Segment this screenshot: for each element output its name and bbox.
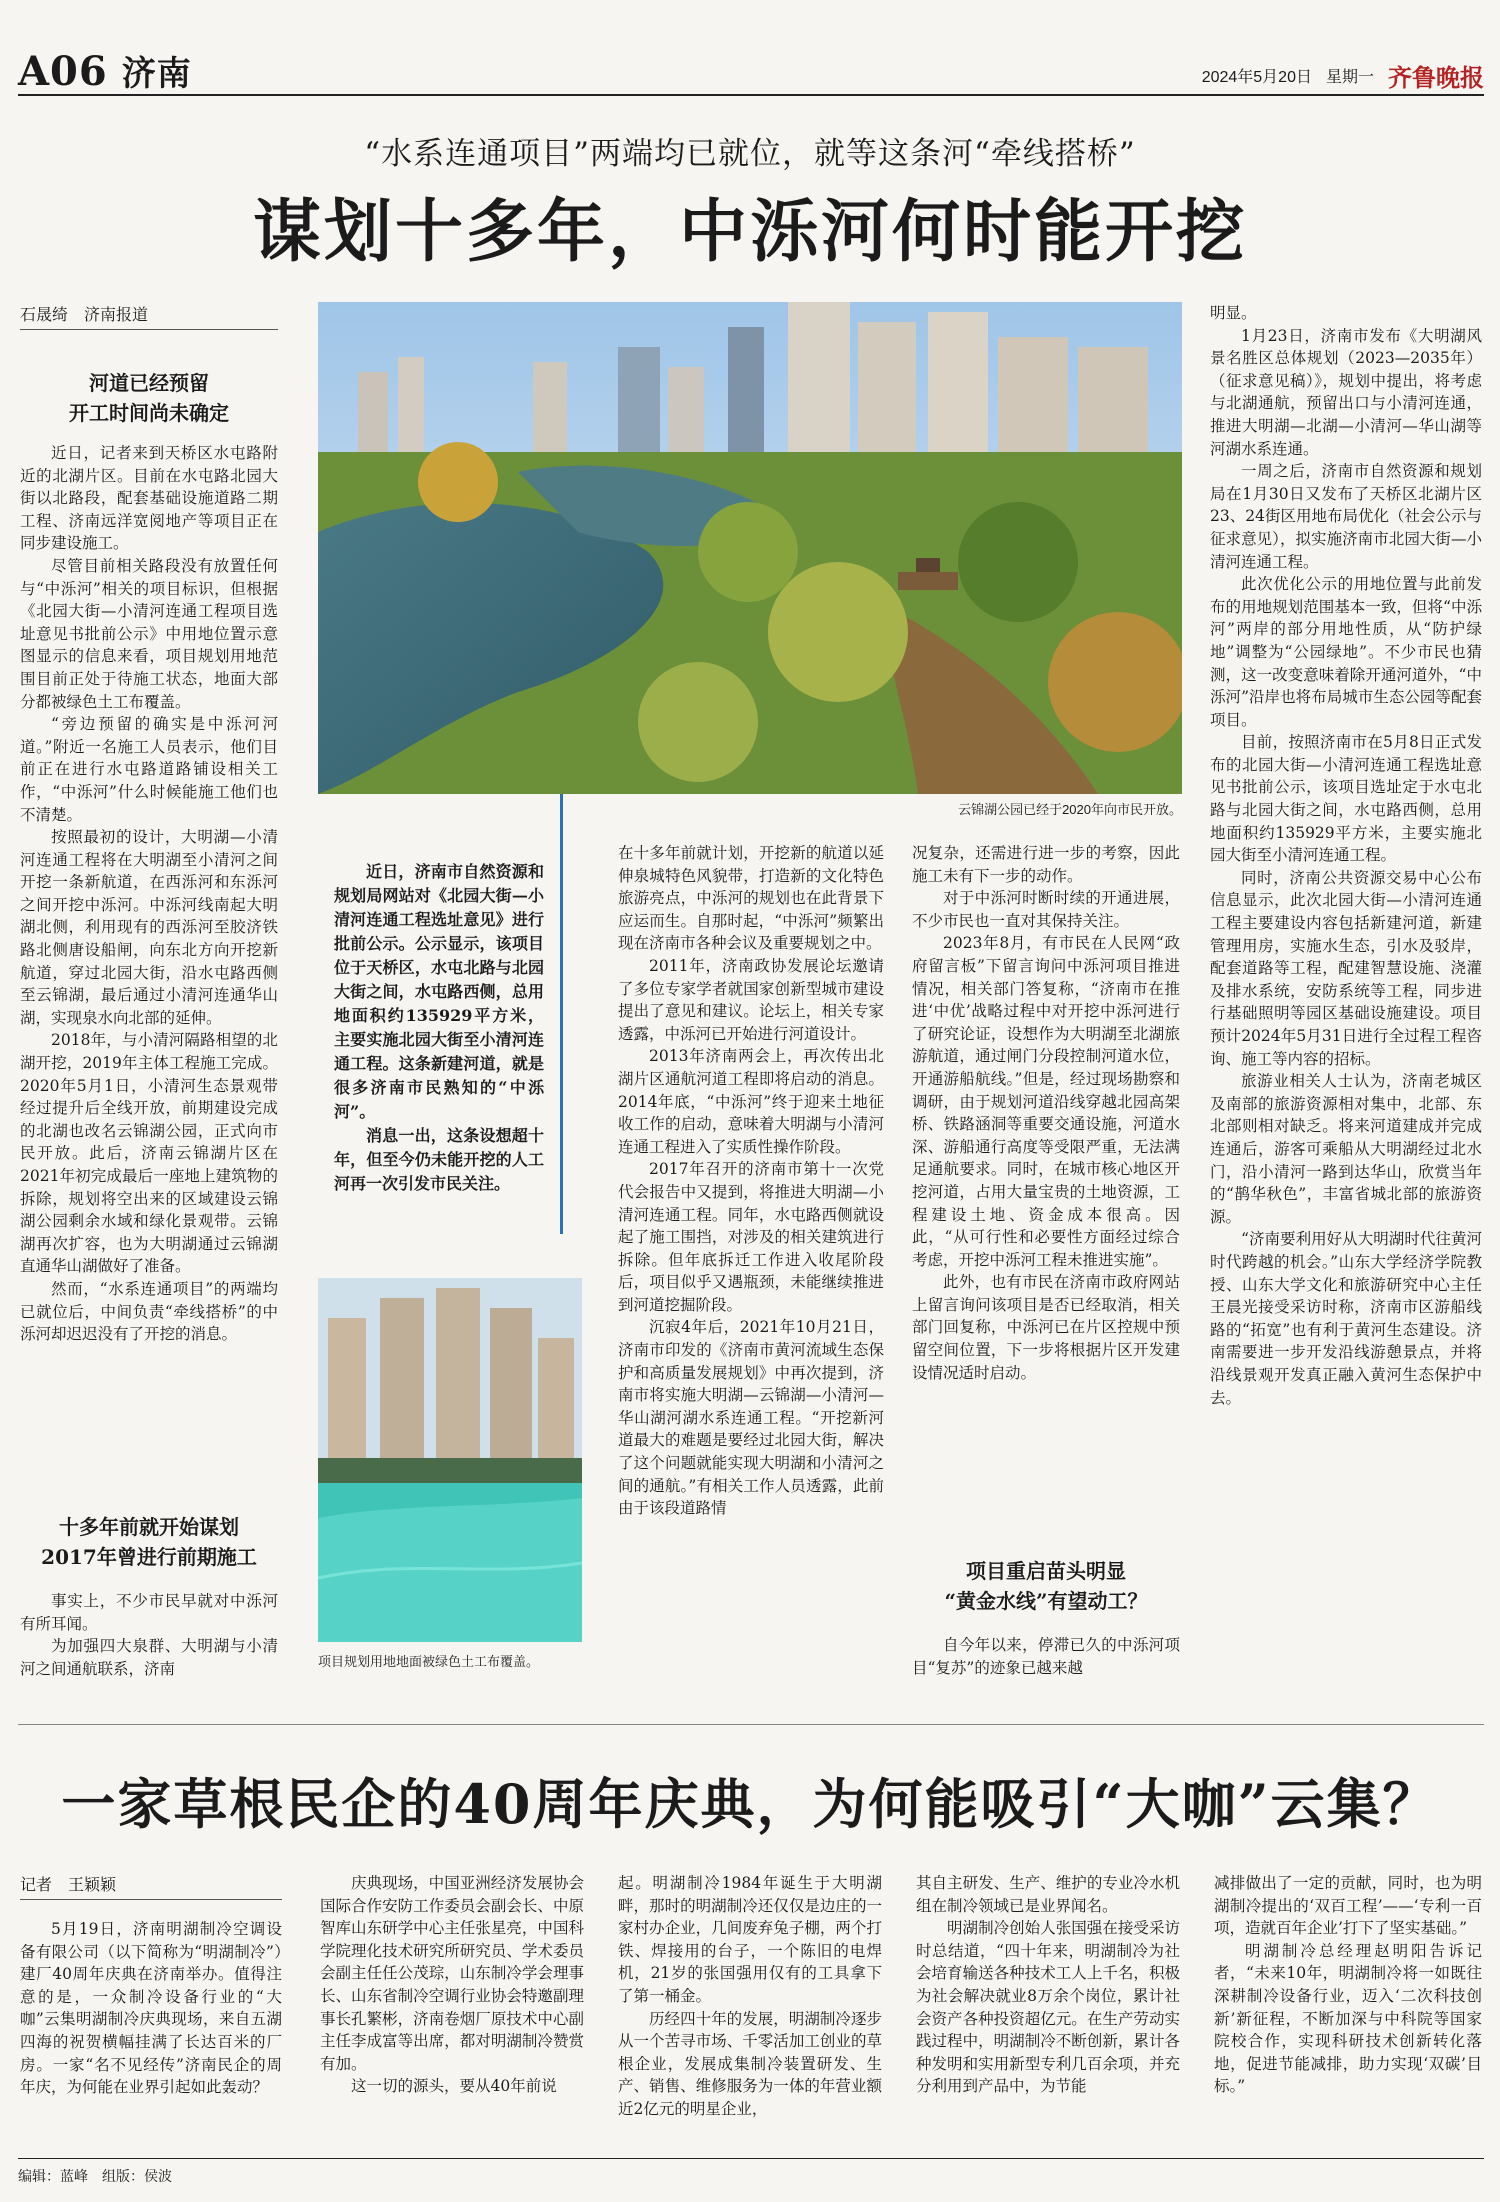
lead-divider-bar bbox=[560, 794, 563, 1234]
paragraph: 目前，按照济南市在5月8日正式发布的北园大街—小清河连通工程选址意见书批前公示，该项目选址定于水屯北路与北园大街之间，水屯路西侧，总用地面积约135929平方米，主要实施北园大街至小清河连通工程。 bbox=[1210, 733, 1482, 865]
paragraph: 一周之后，济南市自然资源和规划局在1月30日又发布了天桥区北湖片区23、24街区用地布局优化（社会公示与征求意见），拟实施济南市北园大街—小清河连通工程。 bbox=[1210, 462, 1482, 571]
paragraph: 况复杂，还需进行进一步的考察，因此施工未有下一步的动作。 bbox=[912, 844, 1180, 885]
paragraph: 5月19日，济南明湖制冷空调设备有限公司（以下简称为“明湖制冷”）建厂40周年庆典在济南举办。值得注意的是，一众制冷设备行业的“大咖”云集明湖制冷庆典现场，来自五湖四海的祝贺横幅挂满了长达百米的厂房。一家“名不见经传”济南民企的周年庆，为何能在业界引起如此轰动？ bbox=[20, 1920, 282, 2097]
paragraph: 此外，也有市民在济南市政府网站上留言询问该项目是否已经取消，相关部门回复称，中泺河已在片区控规中预留空间位置，下一步将根据片区开发建设情况适时启动。 bbox=[912, 1273, 1180, 1382]
article1-column-4 bbox=[912, 842, 1180, 1534]
article-divider bbox=[18, 1724, 1484, 1725]
section1-title-line2: 开工时间尚未确定 bbox=[69, 401, 229, 425]
article2-byline: 记者 王颖颖 bbox=[20, 1872, 282, 1900]
article1-byline: 石晟绮 济南报道 bbox=[20, 302, 278, 330]
paragraph: 此次优化公示的用地位置与此前发布的用地规划范围基本一致，但将“中泺河”两岸的部分用地性质，从“防护绿地”调整为“公园绿地”。不少市民也猜测，这一改变意味着除开通河道外，“中泺河”沿岸也将布局城市生态公园等配套项目。 bbox=[1210, 575, 1482, 729]
issue-date: 2024年5月20日 bbox=[1201, 69, 1312, 86]
paragraph: 事实上，不少市民早就对中泺河有所耳闻。 bbox=[20, 1592, 278, 1633]
article1-column-1 bbox=[20, 442, 278, 1498]
section2-title bbox=[20, 1512, 278, 1572]
paragraph: 为加强四大泉群、大明湖与小清河之间通航联系，济南 bbox=[20, 1637, 278, 1678]
paragraph: 然而，“水系连通项目”的两端均已就位后，中间负责“牵线搭桥”的中泺河却迟迟没有了开挖的消息。 bbox=[20, 1279, 278, 1344]
paragraph: 明湖制冷总经理赵明阳告诉记者，“未来10年，明湖制冷将一如既往深耕制冷设备行业，迈入‘二次科技创新’新征程，不断加深与中科院等国家院校合作，实现科研技术创新转化落地，促进节能减排，助力实现‘双碳’目标。” bbox=[1214, 1941, 1482, 2096]
section3-title bbox=[912, 1556, 1180, 1616]
photo-yunjin-lake-park-image bbox=[318, 302, 1182, 794]
paragraph: 2013年济南两会上，再次传出北湖片区通航河道工程即将启动的消息。2014年底，“中泺河”终于迎来土地征收工作的启动，意味着大明湖与小清河连通工程进入了实质性操作阶段。 bbox=[618, 1047, 884, 1156]
paragraph: 对于中泺河时断时续的开通进展，不少市民也一直对其保持关注。 bbox=[912, 889, 1180, 930]
article1-column-1-end bbox=[20, 1590, 278, 1684]
article2-column-1 bbox=[20, 1918, 282, 2154]
article2-column-5 bbox=[1214, 1872, 1482, 2154]
paragraph: “旁边预留的确实是中泺河河道。”附近一名施工人员表示，他们目前正在进行水屯路道路铺设相关工作，“中泺河”什么时候能施工他们也不清楚。 bbox=[20, 715, 278, 824]
paragraph: 沉寂4年后，2021年10月21日，济南市印发的《济南市黄河流域生态保护和高质量发展规划》中再次提到，济南市将实施大明湖—云锦湖—小清河—华山湖河湖水系连通工程。“开挖新河道最大的难题是要经过北园大街，解决了这个问题就能实现大明湖和小清河之间的通航。”有相关工作人员透露，此前由于该段道路情 bbox=[618, 1318, 884, 1518]
section1-title bbox=[20, 368, 278, 428]
article1-column-3 bbox=[618, 842, 884, 1684]
article2-headline: 一家草根民企的40周年庆典，为何能吸引“大咖”云集？ bbox=[61, 1772, 1439, 1836]
photo-yunjin-lake-park bbox=[318, 302, 1182, 794]
paragraph: 近日，记者来到天桥区水屯路附近的北湖片区。目前在水屯路北园大街以北路段，配套基础设施道路二期工程、济南远洋宽阅地产等项目正在同步建设施工。 bbox=[20, 444, 278, 553]
photo-green-covered-land bbox=[318, 1278, 582, 1642]
article1-headline: 谋划十多年，中泺河何时能开挖 bbox=[252, 192, 1247, 272]
paragraph: 起。明湖制冷1984年诞生于大明湖畔，那时的明湖制冷还仅仅是边庄的一家村办企业，几间废弃兔子棚，两个打铁、焊接用的台子，一个陈旧的电焊机，21岁的张国强用仅有的工具拿下了第一桶金。 bbox=[618, 1874, 882, 2005]
paragraph: 明湖制冷创始人张国强在接受采访时总结道，“四十年来，明湖制冷为社会培育输送各种技术工人上千名，积极为社会解决就业8万余个岗位，累计社会资产各种投资超亿元。在生产劳动实践过程中，明湖制冷不断创新，累计各种发明和实用新型专利几百余项，并充分利用到产品中，为节能 bbox=[916, 1919, 1180, 2096]
section3-title-line1: 项目重启苗头明显 bbox=[966, 1559, 1126, 1583]
paragraph: 历经四十年的发展，明湖制冷逐步从一个苦寻市场、千零活加工创业的草根企业，发展成集制冷装置研发、生产、销售、维修服务为一体的年营业额近2亿元的明星企业， bbox=[618, 2009, 882, 2118]
paragraph: 旅游业相关人士认为，济南老城区及南部的旅游资源相对集中，北部、东北部则相对缺乏。将来河道建成并完成连通后，游客可乘船从大明湖经过北水门，沿小清河一路到达华山，欣赏当年的“鹊华秋色”，丰富省城北部的旅游资源。 bbox=[1210, 1072, 1482, 1226]
section2-title-line1: 十多年前就开始谋划 bbox=[59, 1515, 239, 1539]
section3-title-line2: “黄金水线”有望动工？ bbox=[944, 1589, 1148, 1613]
section2-title-line2: 2017年曾进行前期施工 bbox=[41, 1545, 257, 1569]
paragraph: 2011年，济南政协发展论坛邀请了多位专家学者就国家创新型城市建设提出了意见和建议。论坛上，相关专家透露，中泺河已开始进行河道设计。 bbox=[618, 956, 884, 1043]
article1-column-4-end bbox=[912, 1634, 1180, 1684]
paragraph: 同时，济南公共资源交易中心公布信息显示，此次北园大街—小清河连通工程主要建设内容包括新建河道，新建管理用房，实施水生态，引水及驳岸，配套道路等工程，配建智慧设施、浇灌及排水系统，安防系统等工程，同步进行基础照明等园区基础设施建设。项目预计2024年5月31日进行全过程工程咨询、施工等内容的招标。 bbox=[1210, 868, 1482, 1068]
page-footer-editors: 编辑：蓝峰 组版：侯波 bbox=[18, 2168, 172, 2184]
article2-column-4 bbox=[916, 1872, 1180, 2154]
footer-rule bbox=[18, 2158, 1484, 2159]
newspaper-logo: 齐鲁晚报 bbox=[1388, 63, 1484, 92]
paragraph: 减排做出了一定的贡献，同时，也为明湖制冷提出的‘双百工程’——‘专利一百项，造就百年企业’打下了坚实基础。” bbox=[1214, 1874, 1482, 1938]
article2-column-3 bbox=[618, 1872, 882, 2154]
paragraph: 自今年以来，停滞已久的中泺河项目“复苏”的迹象已越来越 bbox=[912, 1636, 1180, 1677]
paragraph: 明显。 bbox=[1210, 304, 1257, 322]
photo-green-covered-land-image bbox=[318, 1278, 582, 1642]
paragraph: 按照最初的设计，大明湖—小清河连通工程将在大明湖至小清河之间开挖一条新航道，在西泺河和东泺河之间开挖中泺河。中泺河线南起大明湖北侧，利用现有的西泺河至胶济铁路北侧唐设船闸，向东北方向开挖新航道，穿过北园大街，沿水屯路西侧至云锦湖，最后通过小清河连通华山湖，实现泉水向北部的延伸。 bbox=[20, 828, 278, 1027]
section-name: 济南 bbox=[121, 54, 192, 94]
paragraph: 近日，济南市自然资源和规划局网站对《北园大街—小清河连通工程选址意见》进行批前公示。公示显示，该项目位于天桥区，水屯北路与北园大街之间，水屯路西侧，总用地面积约135929平方米，主要实施北园大街至小清河连通工程。这条新建河道，就是很多济南市民熟知的“中泺河”。 bbox=[334, 862, 544, 1121]
page-header bbox=[18, 40, 1484, 96]
section1-title-line1: 河道已经预留 bbox=[89, 371, 209, 395]
page-number bbox=[18, 46, 192, 95]
masthead-info bbox=[1202, 58, 1484, 93]
paragraph: 在十多年前就计划，开挖新的航道以延伸泉城特色风貌带，打造新的文化特色旅游亮点，中泺河的规划也在此背景下应运而生。自那时起，“中泺河”频繁出现在济南市各种会议及重要规划之中。 bbox=[618, 844, 884, 953]
paragraph: 2018年，与小清河隔路相望的北湖开挖，2019年主体工程施工完成。2020年5月1日，小清河生态景观带经过提升后全线开放，前期建设完成的北湖也改名云锦湖公园，正式向市民开放。此后，济南云锦湖片区在2021年初完成最后一座地上建筑物的拆除，规划将空出来的区域建设云锦湖公园剩余水域和绿化景观带。云锦湖再次扩容，也为大明湖通过云锦湖直通华山湖做好了准备。 bbox=[20, 1031, 278, 1276]
article1-lead bbox=[334, 860, 544, 1240]
paragraph: 尽管目前相关路段没有放置任何与“中泺河”相关的项目标识，但根据《北园大街—小清河连通工程项目选址意见书批前公示》中用地位置示意图显示的信息来看，项目规划用地范围目前正处于待施工状态，地面大部分都被绿色土工布覆盖。 bbox=[20, 556, 278, 711]
paragraph: 2023年8月，有市民在人民网“政府留言板”下留言询问中泺河项目推进情况，相关部门答复称，“济南市在推进‘中优’战略过程中对开挖中泺河进行了研究论证，设想作为大明湖至北湖旅游航道，通过闸门分段控制河道水位，开通游船航线。”但是，经过现场勘察和调研，由于规划河道沿线穿越北园高架桥、铁路涵洞等重要交通设施，河道水深、游船通行高度等受限严重，无法满足通航要求。同时，在城市核心地区开挖河道，占用大量宝贵的土地资源，工程建设土地、资金成本很高。因此，“从可行性和必要性方面经过综合考虑，开挖中泺河工程未推进实施”。 bbox=[912, 934, 1180, 1269]
paragraph: “济南要利用好从大明湖时代往黄河时代跨越的机会。”山东大学经济学院教授、山东大学文化和旅游研究中心主任王晨光接受采访时称，济南市区游船线路的“拓宽”也有利于黄河生态建设。济南需要进一步开发沿线游憩景点，并将沿线景观开发真正融入黄河生态保护中去。 bbox=[1210, 1230, 1482, 1407]
paragraph: 消息一出，这条设想超十年，但至今仍未能开挖的人工河再一次引发市民关注。 bbox=[334, 1126, 544, 1193]
page-number-text: A06 bbox=[18, 48, 108, 95]
photo1-caption: 云锦湖公园已经于2020年向市民开放。 bbox=[958, 802, 1182, 817]
photo2-caption: 项目规划用地地面被绿色土工布覆盖。 bbox=[318, 1654, 540, 1669]
paragraph: 其自主研发、生产、维护的专业冷水机组在制冷领域已是业界闻名。 bbox=[916, 1874, 1180, 1915]
paragraph: 2017年召开的济南市第十一次党代会报告中又提到，将推进大明湖—小清河连通工程。同年，水屯路西侧就设起了施工围挡，对涉及的相关建筑进行拆除。但年底拆迁工作进入收尾阶段后，项目似乎又遇瓶颈，未能继续推进到河道挖掘阶段。 bbox=[618, 1160, 884, 1314]
article1-subtitle: “水系连通项目”两端均已就位，就等这条河“牵线搭桥” bbox=[364, 136, 1136, 172]
article2-column-2 bbox=[320, 1872, 584, 2154]
paragraph: 庆典现场，中国亚洲经济发展协会国际合作安防工作委员会副会长、中原智库山东研学中心主任张星亮，中国科学院理化技术研究所研究员、学术委员会副主任任公茂琮，山东制冷学会理事长、山东省制冷空调行业协会特邀副理事长孔繁彬，济南卷烟厂原技术中心副主任李成富等出席，都对明湖制冷赞赏有加。 bbox=[320, 1874, 584, 2073]
issue-weekday: 星期一 bbox=[1325, 69, 1374, 86]
article1-column-5 bbox=[1210, 302, 1482, 1684]
paragraph: 这一切的源头，要从40年前说 bbox=[351, 2077, 557, 2096]
paragraph: 1月23日，济南市发布《大明湖风景名胜区总体规划（2023—2035年）（征求意见稿）》，规划中提出，将考虑与北湖通航，预留出口与小清河连通，推进大明湖—北湖—小清河—华山湖等河湖水系连通。 bbox=[1210, 326, 1482, 458]
